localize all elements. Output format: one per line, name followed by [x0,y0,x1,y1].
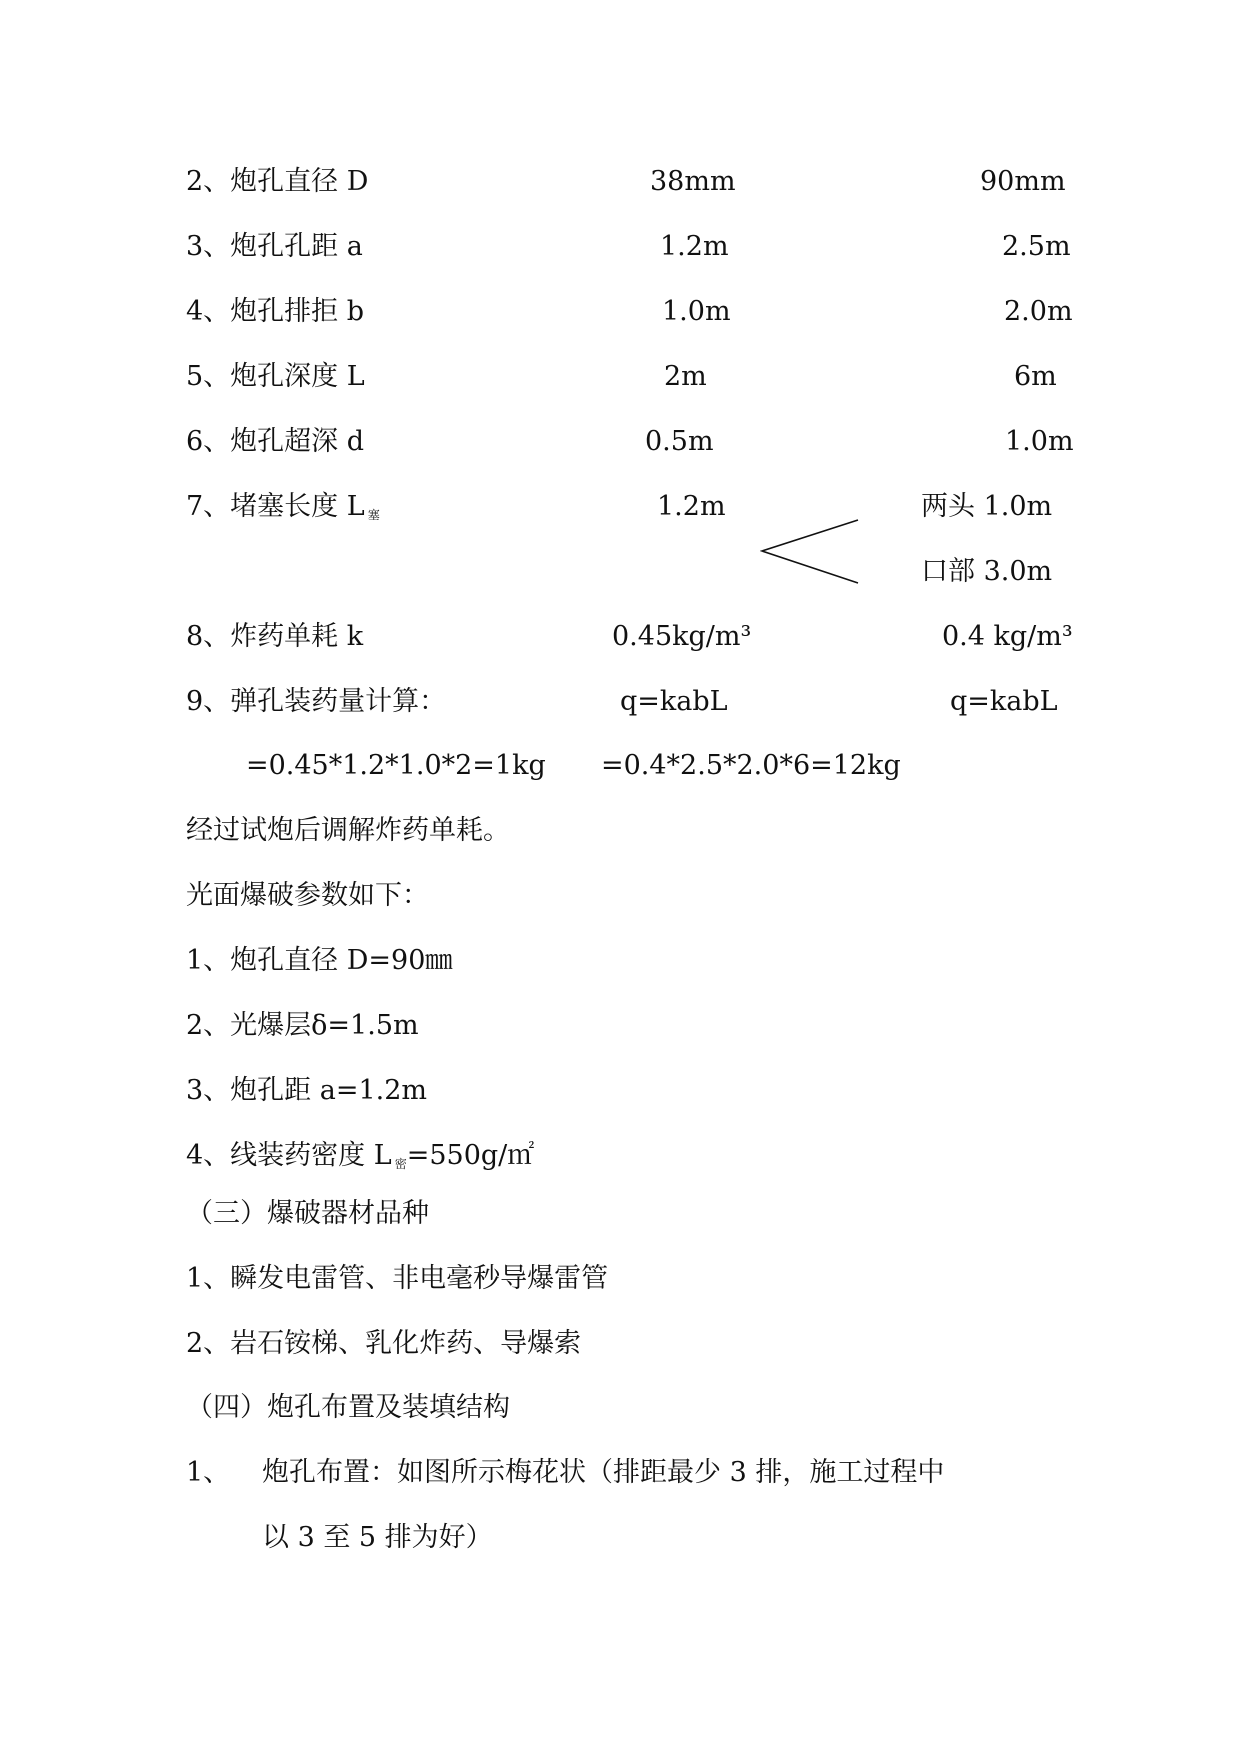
consumption-label: 8、炸药单耗 k [186,621,364,652]
param-value-2-row-spacing: 2.0m [1004,296,1073,327]
smooth-param-density: 4、线装药密度 L 密=550g/㎡ [186,1140,535,1171]
stemming-value-1: 1.2m [657,491,726,522]
section-materials-title: （三）爆破器材品种 [186,1198,429,1229]
smooth-param-diameter: 1、炮孔直径 D=90㎜ [186,945,453,976]
param-label-depth: 5、炮孔深度 L [186,361,365,392]
note-text: 经过试炮后调解炸药单耗。 [186,815,510,846]
param-label-row-spacing: 4、炮孔排拒 b [186,296,365,327]
smooth-blasting-title: 光面爆破参数如下： [186,880,429,911]
stemming-subscript: 塞 [367,508,380,522]
consumption-value-2: 0.4 kg/m³ [942,621,1073,652]
param-value-2-diameter: 90mm [980,166,1066,197]
charge-formula-2: q=kabL [950,686,1058,717]
density-subscript: 密 [394,1157,407,1171]
param-value-1-spacing: 1.2m [660,231,729,262]
param-label-spacing: 3、炮孔孔距 a [186,231,363,262]
param-label-diameter: 2、炮孔直径 D [186,166,369,197]
param-label-overdrill: 6、炮孔超深 d [186,426,365,457]
stemming-value-2-ends: 两头 1.0m [921,491,1053,522]
smooth-param-spacing: 3、炮孔距 a=1.2m [186,1075,428,1106]
consumption-value-1: 0.45kg/m³ [612,621,752,652]
angle-bracket-icon [760,518,860,588]
param-value-1-diameter: 38mm [650,166,736,197]
charge-calc-2: =0.4*2.5*2.0*6=12kg [601,750,901,781]
charge-calc-1: =0.45*1.2*1.0*2=1kg [246,750,546,781]
param-value-2-depth: 6m [1014,361,1057,392]
charge-formula-1: q=kabL [620,686,728,717]
smooth-param-layer: 2、光爆层δ=1.5m [186,1010,419,1041]
stemming-value-2-mouth: 口部 3.0m [921,556,1053,587]
param-value-2-overdrill: 1.0m [1005,426,1074,457]
layout-item-number: 1、 [186,1457,231,1488]
materials-item-1: 1、瞬发电雷管、非电毫秒导爆雷管 [186,1263,609,1294]
layout-item-line-2: 以 3 至 5 排为好） [262,1522,493,1553]
param-value-2-spacing: 2.5m [1002,231,1071,262]
param-value-1-row-spacing: 1.0m [662,296,731,327]
section-layout-title: （四）炮孔布置及装填结构 [186,1392,510,1423]
stemming-label: 7、堵塞长度 L 塞 [186,491,380,522]
param-value-1-depth: 2m [664,361,707,392]
param-value-1-overdrill: 0.5m [645,426,714,457]
layout-item-line-1: 炮孔布置：如图所示梅花状（排距最少 3 排，施工过程中 [262,1457,945,1488]
charge-label: 9、弹孔装药量计算： [186,686,447,717]
materials-item-2: 2、岩石铵梯、乳化炸药、导爆索 [186,1328,582,1359]
